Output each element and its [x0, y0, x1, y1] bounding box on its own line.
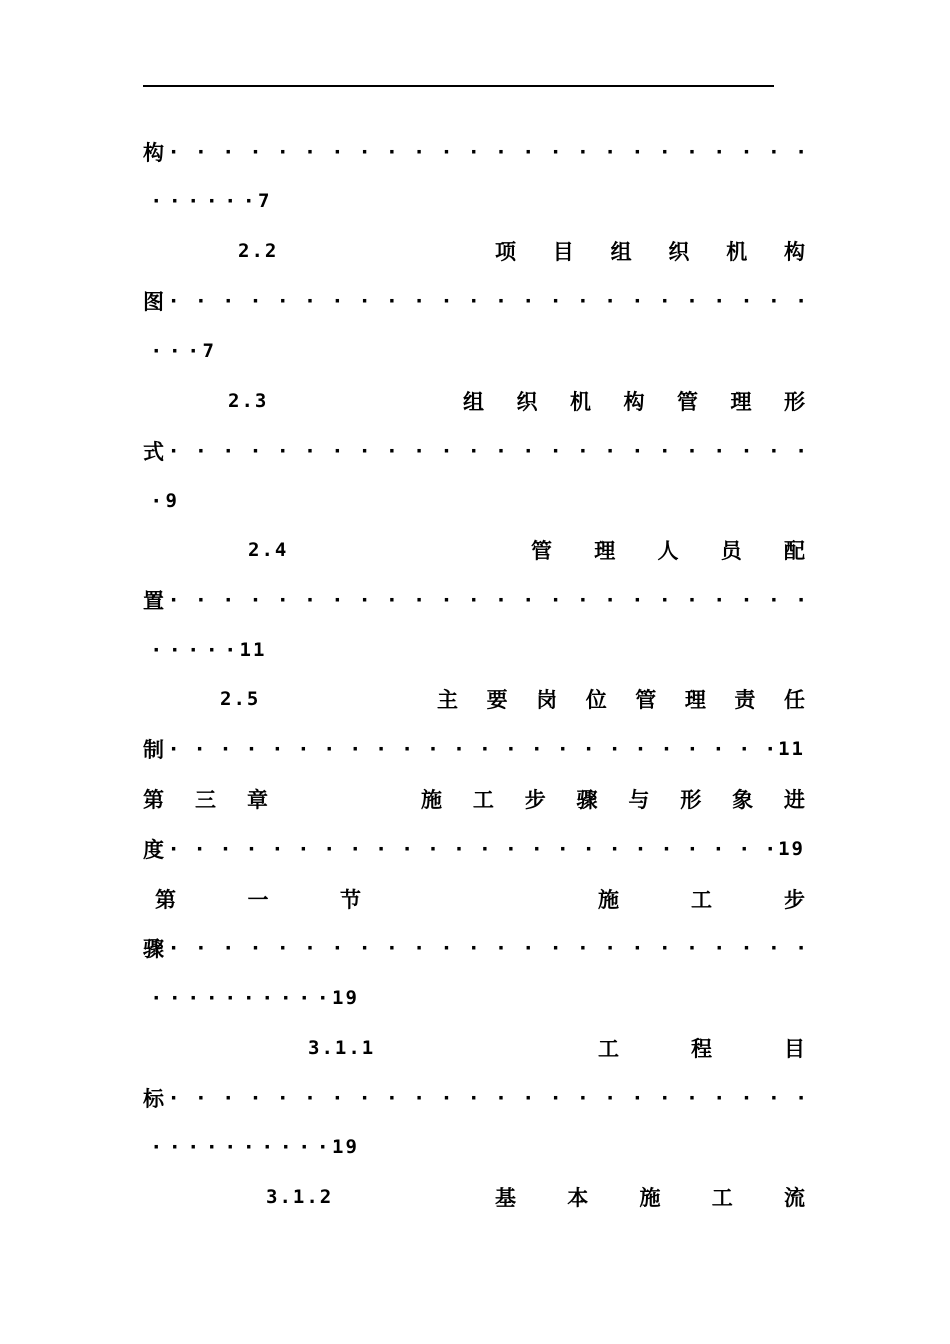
title-char: 进 [783, 788, 805, 812]
toc-line [143, 436, 805, 466]
page-number: 9 [165, 490, 179, 512]
title-char: 本 [567, 1186, 589, 1210]
title-char: 理 [594, 539, 616, 563]
title-char: 步 [524, 788, 546, 812]
toc-line [143, 535, 805, 565]
label-char: 第 [155, 888, 176, 912]
page-number: 7 [258, 190, 272, 212]
toc-line [143, 1132, 805, 1162]
section-title [495, 236, 805, 266]
label-char: 一 [247, 888, 269, 912]
toc-line [143, 983, 805, 1013]
title-char: 组 [463, 390, 484, 414]
title-char: 形 [680, 788, 702, 812]
title-char: 织 [668, 240, 690, 264]
title-char: 与 [628, 788, 650, 812]
title-char: 管 [677, 390, 698, 414]
entry-title-char: 图 [143, 290, 164, 314]
dot-leader: · · · · · · · · · · · · · · · · · · · · · · · · [170, 1087, 805, 1109]
page-number: 19 [332, 987, 359, 1009]
section-label [155, 884, 361, 914]
toc-line [143, 1083, 805, 1113]
toc-line [143, 784, 805, 814]
dot-leader-tail: · · · · · · [152, 190, 253, 212]
label-char: 三 [195, 788, 216, 812]
title-char: 任 [783, 688, 805, 712]
entry-title-char: 制 [143, 738, 164, 762]
title-char: 岗 [536, 688, 558, 712]
section-number: 2.3 [228, 390, 269, 412]
dot-leader: · · · · · · · · · · · · · · · · · · · · · · · · [170, 440, 805, 462]
title-char: 组 [610, 240, 632, 264]
entry-title-char: 构 [143, 141, 164, 165]
title-char: 工 [711, 1186, 733, 1210]
dot-leader-tail: · [152, 490, 160, 512]
page-number: 7 [202, 340, 216, 362]
title-char: 工 [598, 1037, 619, 1061]
title-char: 步 [784, 888, 805, 912]
title-char: 织 [516, 390, 538, 414]
title-char: 象 [732, 788, 754, 812]
toc-line [143, 1033, 805, 1063]
section-number: 3.1.2 [266, 1186, 334, 1208]
title-char: 流 [784, 1186, 805, 1210]
dot-leader: · · · · · · · · · · · · · · · · · · · · · · · · [170, 838, 774, 860]
toc-line [143, 486, 805, 516]
toc-line [143, 1182, 805, 1212]
dot-leader: · · · · · · · · · · · · · · · · · · · · · · · · [170, 937, 805, 959]
title-char: 要 [486, 688, 508, 712]
toc-line [143, 884, 805, 914]
title-char: 目 [552, 240, 574, 264]
title-char: 施 [598, 888, 619, 912]
title-char: 工 [472, 788, 494, 812]
dot-leader: · · · · · · · · · · · · · · · · · · · · · · · · [170, 738, 774, 760]
title-char: 人 [657, 539, 679, 563]
title-char: 责 [734, 688, 756, 712]
entry-title-char: 骤 [143, 937, 164, 961]
title-char: 程 [691, 1037, 712, 1061]
page-number: 11 [239, 639, 267, 661]
title-char: 理 [730, 390, 752, 414]
section-number: 2.5 [220, 688, 261, 710]
title-char: 基 [495, 1186, 516, 1210]
title-char: 形 [784, 390, 805, 414]
toc-line [143, 186, 805, 216]
section-number: 2.2 [238, 240, 279, 262]
section-title [531, 535, 805, 565]
dot-leader-tail: · · · · · [152, 639, 234, 661]
dot-leader: · · · · · · · · · · · · · · · · · · · · · · · · [170, 589, 805, 611]
toc-line [143, 684, 805, 714]
section-title [437, 684, 805, 714]
chapter-label [143, 784, 268, 814]
title-char: 项 [495, 240, 516, 264]
toc-line [143, 834, 805, 864]
title-char: 构 [783, 240, 805, 264]
section-title [463, 386, 805, 416]
title-char: 管 [531, 539, 552, 563]
title-char: 目 [784, 1037, 805, 1061]
header-rule [143, 85, 774, 87]
title-char: 施 [421, 788, 442, 812]
toc-line [143, 734, 805, 764]
dot-leader-tail: · · · · · · · · · · [152, 987, 327, 1009]
toc-line [143, 336, 805, 366]
toc-line [143, 236, 805, 266]
title-char: 配 [784, 539, 805, 563]
entry-title-char: 置 [143, 589, 164, 613]
toc-line [143, 137, 805, 167]
label-char: 第 [143, 788, 164, 812]
entry-title-char: 度 [143, 838, 164, 862]
dot-leader-tail: · · · [152, 340, 197, 362]
page-number: 19 [778, 838, 805, 860]
entry-title-char: 式 [143, 440, 164, 464]
page-number: 19 [332, 1136, 359, 1158]
title-char: 骤 [576, 788, 598, 812]
toc-line [143, 286, 805, 316]
label-char: 章 [247, 788, 268, 812]
title-char: 施 [639, 1186, 661, 1210]
entry-title-char: 标 [143, 1087, 164, 1111]
toc-line [143, 585, 805, 615]
section-title [598, 1033, 805, 1063]
dot-leader-tail: · · · · · · · · · · [152, 1136, 327, 1158]
title-char: 工 [691, 888, 712, 912]
chapter-title [421, 784, 805, 814]
title-char: 员 [720, 539, 742, 563]
dot-leader: · · · · · · · · · · · · · · · · · · · · · · · · [170, 141, 805, 163]
chapter-title [598, 884, 805, 914]
title-char: 管 [635, 688, 657, 712]
title-char: 主 [437, 688, 458, 712]
toc-line [143, 386, 805, 416]
toc-line [143, 933, 805, 963]
title-char: 位 [585, 688, 607, 712]
title-char: 机 [726, 240, 748, 264]
section-title [495, 1182, 805, 1212]
page-number: 11 [778, 738, 805, 760]
dot-leader: · · · · · · · · · · · · · · · · · · · · · · · · [170, 290, 805, 312]
title-char: 理 [684, 688, 706, 712]
section-number: 3.1.1 [308, 1037, 376, 1059]
title-char: 构 [623, 390, 645, 414]
title-char: 机 [570, 390, 591, 414]
toc-line [143, 635, 805, 665]
label-char: 节 [340, 888, 361, 912]
section-number: 2.4 [248, 539, 289, 561]
